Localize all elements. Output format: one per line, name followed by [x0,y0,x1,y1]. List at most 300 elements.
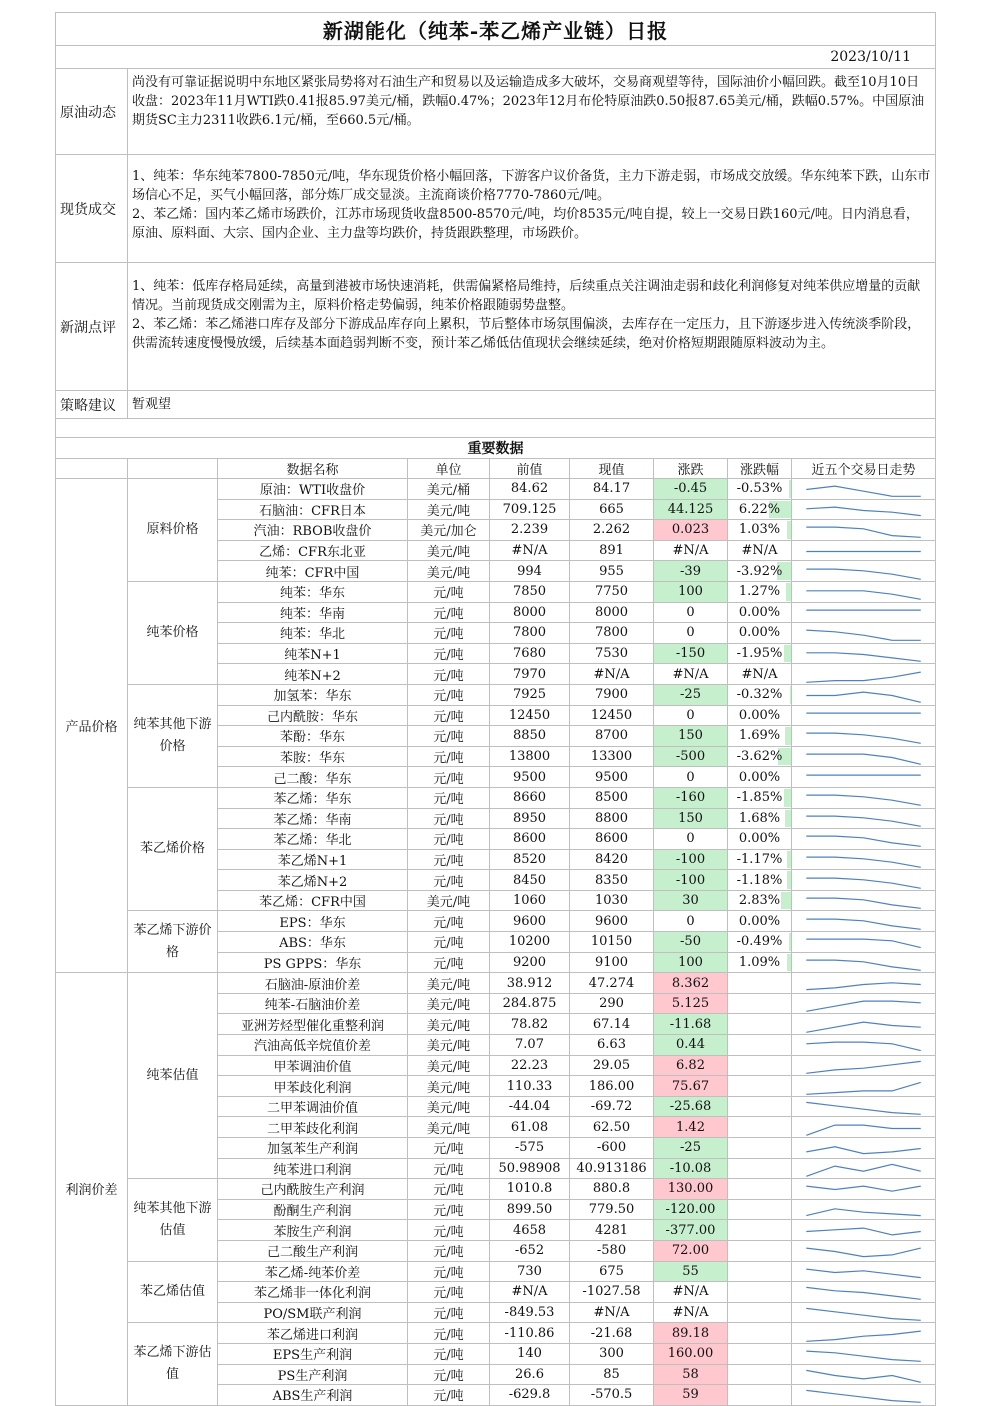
cell-name: 酚酮生产利润 [218,1199,408,1220]
trend-line [806,1147,920,1154]
group-label: 纯苯其他下游价格 [128,684,218,787]
trend-sparkline [792,1035,936,1056]
cell-cur: -580 [570,1240,654,1261]
cell-prev: 7925 [490,684,570,705]
cell-unit: 美元/桶 [408,479,490,500]
cell-change: -100 [654,870,728,891]
cell-prev: 50.98908 [490,1158,570,1179]
cell-change: 160.00 [654,1343,728,1364]
cell-unit: 美元/吨 [408,1014,490,1035]
header-pct: 涨跌幅 [728,459,792,479]
cell-prev: 84.62 [490,479,570,500]
trend-sparkline [792,870,936,891]
trend-line [806,1042,920,1051]
cell-change: -10.08 [654,1158,728,1179]
cell-prev: -44.04 [490,1096,570,1117]
cell-name: 乙烯：CFR东北亚 [218,540,408,561]
cell-change: 6.82 [654,1055,728,1076]
cell-cur: 7750 [570,581,654,602]
pct-text: 6.22% [738,501,781,517]
cell-unit: 元/吨 [408,849,490,870]
pct-text: 1.69% [738,728,781,744]
trend-line [806,1248,920,1257]
cell-prev: 61.08 [490,1117,570,1138]
cell-prev: 9500 [490,767,570,788]
cell-change-pct [728,1158,792,1179]
cell-change: 72.00 [654,1240,728,1261]
cell-unit: 元/吨 [408,829,490,850]
cell-cur: 67.14 [570,1014,654,1035]
pct-bar [787,851,791,869]
trend-sparkline [792,1385,936,1406]
cell-unit: 元/吨 [408,1302,490,1323]
trend-line [806,1228,920,1235]
cell-change: 130.00 [654,1179,728,1200]
cell-prev: 7.07 [490,1035,570,1056]
cell-cur: 9600 [570,911,654,932]
cell-change-pct [728,602,792,623]
cell-prev: 26.6 [490,1364,570,1385]
cell-change-pct [728,1282,792,1303]
category-price: 产品价格 [56,479,128,973]
pct-text: -0.53% [736,481,783,497]
cell-name: 纯苯：华东 [218,581,408,602]
cell-unit: 元/吨 [408,911,490,932]
cell-name: 加氢苯：华东 [218,684,408,705]
trend-line [806,1164,920,1176]
trend-line [806,878,920,888]
trend-line [806,672,920,682]
cell-change-pct [728,581,792,602]
cell-unit: 美元/吨 [408,993,490,1014]
data-header-row [56,459,936,479]
cell-name: 苯乙烯：CFR中国 [218,890,408,911]
cell-prev: -110.86 [490,1323,570,1344]
cell-prev: 2.239 [490,520,570,541]
cell-name: 苯酚：华东 [218,726,408,747]
cell-change: 59 [654,1385,728,1406]
cell-name: 苯乙烯N+1 [218,849,408,870]
cell-cur: 12450 [570,705,654,726]
report-title: 新湖能化（纯苯-苯乙烯产业链）日报 [56,13,936,46]
cell-change: -160 [654,787,728,808]
cell-change: -50 [654,932,728,953]
cell-prev: 8950 [490,808,570,829]
cell-change: -100 [654,849,728,870]
cell-unit: 美元/吨 [408,890,490,911]
trend-sparkline [792,540,936,561]
cell-change-pct [728,952,792,973]
cell-cur: 10150 [570,932,654,953]
header-chg: 涨跌 [654,459,728,479]
trend-sparkline [792,1138,936,1159]
cell-cur: -69.72 [570,1096,654,1117]
data-row [56,581,936,602]
pct-text: 0.00% [738,625,781,641]
trend-line [806,836,920,846]
cell-unit: 元/吨 [408,746,490,767]
cell-change-pct [728,1138,792,1159]
cell-prev: -849.53 [490,1302,570,1323]
cell-change-pct [728,1076,792,1097]
cell-prev: 12450 [490,705,570,726]
cell-name: PS GPPS：华东 [218,952,408,973]
cell-change-pct [728,1343,792,1364]
cell-change-pct [728,499,792,520]
cell-unit: 元/吨 [408,1158,490,1179]
cell-cur: 85 [570,1364,654,1385]
cell-name: 苯乙烯N+2 [218,870,408,891]
cell-prev: 994 [490,561,570,582]
daily-report-sheet [55,12,935,1406]
cell-change-pct [728,1117,792,1138]
cell-name: 甲苯歧化利润 [218,1076,408,1097]
cell-change: 75.67 [654,1076,728,1097]
trend-line [806,1061,920,1073]
section-label-crude: 原油动态 [56,69,128,155]
trend-line [806,754,920,764]
cell-change: #N/A [654,540,728,561]
cell-name: PS生产利润 [218,1364,408,1385]
spot-paragraph-benzene: 1、纯苯：华东纯苯7800-7850元/吨，华东现货价格小幅回落，下游客户议价备货，主力下游走弱，市场成交放缓。华东纯苯下跌，山东市场信心不足，买气小幅回落，部分炼厂成交显淡。主流商谈价格7770-7860元/吨。 [132,169,931,203]
cell-name: 己内酰胺：华东 [218,705,408,726]
trend-line [806,1370,920,1382]
cell-prev: 22.23 [490,1055,570,1076]
category-profit: 利润价差 [56,973,128,1405]
trend-line [806,795,920,805]
cell-name: 苯乙烯-纯苯价差 [218,1261,408,1282]
pct-text: 0.00% [738,707,781,723]
cell-cur: 1030 [570,890,654,911]
cell-name: 苯乙烯：华东 [218,787,408,808]
cell-unit: 美元/加仑 [408,520,490,541]
cell-change-pct [728,808,792,829]
trend-line [806,486,920,496]
cell-change: 8.362 [654,973,728,994]
data-row [56,479,936,500]
cell-name: 纯苯N+2 [218,664,408,685]
cell-change-pct [728,767,792,788]
cell-change-pct [728,1179,792,1200]
cell-cur: 13300 [570,746,654,767]
cell-cur: 62.50 [570,1117,654,1138]
spot-trading-text [128,155,936,263]
cell-change: -150 [654,643,728,664]
group-label: 苯乙烯下游估值 [128,1323,218,1405]
pct-text: 1.03% [738,522,781,538]
pct-text: 0.00% [738,831,781,847]
cell-unit: 美元/吨 [408,561,490,582]
cell-change-pct [728,787,792,808]
trend-sparkline [792,1076,936,1097]
trend-line [806,960,920,970]
cell-cur: 9100 [570,952,654,973]
trend-sparkline [792,602,936,623]
pct-text: -0.49% [736,934,783,950]
pct-bar [785,727,791,745]
trend-sparkline [792,479,936,500]
pct-bar [789,480,791,498]
trend-line [806,816,920,826]
cell-prev: 38.912 [490,973,570,994]
trend-sparkline [792,561,936,582]
cell-prev: #N/A [490,540,570,561]
pct-bar [789,933,791,951]
trend-line [806,1082,920,1094]
cell-change: 58 [654,1364,728,1385]
crude-oil-text: 尚没有可靠证据说明中东地区紧张局势将对石油生产和贸易以及运输造成多大破坏，交易商观望等待，国际油价小幅回跌。截至10月10日收盘：2023年11月WTI跌0.41报85.97美元/桶，跌幅0.47%；2023年12月布伦特原油跌0.50报87.65美元/桶，跌幅0.57%。中国原油期货SC主力2311收跌6.1元/桶，至660.5元/桶。 [128,69,936,155]
pct-text: 0.00% [738,604,781,620]
cell-unit: 元/吨 [408,1199,490,1220]
cell-cur: 4281 [570,1220,654,1241]
section-label-strategy: 策略建议 [56,391,128,419]
cell-cur: 29.05 [570,1055,654,1076]
cell-change-pct [728,849,792,870]
cell-cur: 300 [570,1343,654,1364]
cell-name: 纯苯：CFR中国 [218,561,408,582]
pct-text: -3.92% [736,563,783,579]
cell-unit: 元/吨 [408,870,490,891]
pct-text: -0.32% [736,687,783,703]
header-cur: 现值 [570,459,654,479]
cell-prev: 284.875 [490,993,570,1014]
cell-unit: 美元/吨 [408,1055,490,1076]
cell-cur: 6.63 [570,1035,654,1056]
group-label: 纯苯其他下游估值 [128,1179,218,1261]
cell-change-pct [728,973,792,994]
comment-text [128,263,936,391]
cell-prev: -575 [490,1138,570,1159]
cell-cur: 7800 [570,623,654,644]
trend-sparkline [792,520,936,541]
cell-cur: 8700 [570,726,654,747]
cell-cur: -600 [570,1138,654,1159]
cell-prev: -629.8 [490,1385,570,1406]
cell-change: 150 [654,808,728,829]
comment-paragraph-styrene: 2、苯乙烯：苯乙烯港口库存及部分下游成品库存向上累积，节后整体市场氛围偏淡，去库存在一定压力，且下游逐步进入传统淡季阶段，供需流转速度慢慢放缓，后续基本面趋弱判断不变，预计苯乙烯低估值现状会继续延续，绝对价格短期跟随原料波动为主。 [132,317,921,351]
trend-sparkline [792,1158,936,1179]
cell-change-pct [728,561,792,582]
trend-line [806,507,920,515]
cell-change-pct [728,932,792,953]
cell-name: 纯苯：华南 [218,602,408,623]
cell-change: 0 [654,705,728,726]
cell-change-pct [728,746,792,767]
pct-bar [784,789,791,807]
cell-name: 苯胺：华东 [218,746,408,767]
pct-text: -1.18% [736,872,783,888]
cell-cur: -1027.58 [570,1282,654,1303]
cell-change: -377.00 [654,1220,728,1241]
cell-cur: #N/A [570,1302,654,1323]
cell-cur: -570.5 [570,1385,654,1406]
cell-cur: 8420 [570,849,654,870]
cell-change: #N/A [654,1282,728,1303]
pct-text: -3.62% [736,749,783,765]
pct-text: 1.09% [738,954,781,970]
cell-unit: 元/吨 [408,643,490,664]
cell-cur: 186.00 [570,1076,654,1097]
trend-sparkline [792,1055,936,1076]
trend-sparkline [792,581,936,602]
cell-prev: 8850 [490,726,570,747]
cell-name: 原油：WTI收盘价 [218,479,408,500]
trend-line [806,734,920,744]
group-label: 纯苯估值 [128,973,218,1179]
trend-sparkline [792,643,936,664]
cell-name: 加氢苯生产利润 [218,1138,408,1159]
trend-line [806,569,920,579]
trend-sparkline [792,1261,936,1282]
cell-change-pct [728,1220,792,1241]
cell-change-pct [728,726,792,747]
cell-unit: 元/吨 [408,1179,490,1200]
cell-prev: 13800 [490,746,570,767]
cell-name: 石脑油-原油价差 [218,973,408,994]
cell-cur: 7900 [570,684,654,705]
cell-change-pct [728,684,792,705]
cell-name: EPS生产利润 [218,1343,408,1364]
cell-prev: 7800 [490,623,570,644]
cell-name: 己内酰胺生产利润 [218,1179,408,1200]
trend-line [806,1331,920,1341]
cell-change-pct [728,623,792,644]
trend-line [806,939,920,948]
data-row [56,684,936,705]
cell-unit: 元/吨 [408,1138,490,1159]
cell-change: 0.44 [654,1035,728,1056]
trend-line [806,653,920,662]
trend-sparkline [792,767,936,788]
pct-bar [787,521,791,539]
cell-change: 0.023 [654,520,728,541]
data-row [56,1179,936,1200]
trend-sparkline [792,1323,936,1344]
cell-prev: 9600 [490,911,570,932]
cell-prev: 110.33 [490,1076,570,1097]
cell-unit: 美元/吨 [408,499,490,520]
cell-change-pct [728,1055,792,1076]
cell-prev: -652 [490,1240,570,1261]
pct-text: -1.85% [736,790,783,806]
cell-change: 100 [654,952,728,973]
cell-prev: 8660 [490,787,570,808]
cell-name: 二甲苯调油价值 [218,1096,408,1117]
pct-bar [787,954,791,972]
cell-unit: 元/吨 [408,767,490,788]
header-name: 数据名称 [218,459,408,479]
pct-text: 1.27% [738,584,781,600]
group-label: 苯乙烯价格 [128,787,218,911]
cell-unit: 元/吨 [408,623,490,644]
cell-change-pct [728,643,792,664]
trend-line [806,857,920,867]
cell-prev: 10200 [490,932,570,953]
cell-change-pct [728,705,792,726]
cell-change: 30 [654,890,728,911]
spacer-row [56,419,936,438]
cell-prev: 8450 [490,870,570,891]
trend-sparkline [792,808,936,829]
trend-line [806,591,920,600]
pct-text: -1.17% [736,851,783,867]
cell-change: -11.68 [654,1014,728,1035]
header-spacer [128,459,218,479]
cell-name: 苯乙烯非一体化利润 [218,1282,408,1303]
cell-cur: 8350 [570,870,654,891]
strategy-text: 暂观望 [128,391,936,419]
pct-bar [781,892,791,910]
header-unit: 单位 [408,459,490,479]
cell-cur: 290 [570,993,654,1014]
cell-unit: 元/吨 [408,1343,490,1364]
trend-line [806,1125,920,1135]
data-row [56,911,936,932]
cell-change: -0.45 [654,479,728,500]
cell-change: -25 [654,1138,728,1159]
cell-cur: 880.8 [570,1179,654,1200]
cell-change-pct [728,870,792,891]
trend-line [806,1001,920,1011]
cell-change-pct [728,1096,792,1117]
cell-cur: 8000 [570,602,654,623]
cell-name: 苯乙烯进口利润 [218,1323,408,1344]
group-label: 苯乙烯估值 [128,1261,218,1323]
cell-prev: 78.82 [490,1014,570,1035]
cell-change-pct [728,1240,792,1261]
trend-line [806,982,920,989]
pct-bar [790,686,791,704]
cell-name: 纯苯：华北 [218,623,408,644]
trend-line [806,1209,920,1216]
cell-unit: 美元/吨 [408,1035,490,1056]
cell-prev: 8600 [490,829,570,850]
cell-change: -25 [654,684,728,705]
cell-change: 89.18 [654,1323,728,1344]
trend-line [806,1391,920,1403]
cell-name: 纯苯-石脑油价差 [218,993,408,1014]
cell-change-pct [728,1199,792,1220]
pct-bar [784,645,791,663]
cell-unit: 元/吨 [408,705,490,726]
cell-name: ABS生产利润 [218,1385,408,1406]
trend-sparkline [792,1364,936,1385]
cell-cur: 2.262 [570,520,654,541]
pct-text: #N/A [741,666,778,682]
cell-change: 0 [654,829,728,850]
cell-cur: 891 [570,540,654,561]
cell-cur: 955 [570,561,654,582]
trend-sparkline [792,973,936,994]
cell-prev: 9200 [490,952,570,973]
cell-change-pct [728,1035,792,1056]
group-label: 苯乙烯下游价格 [128,911,218,973]
cell-unit: 元/吨 [408,726,490,747]
cell-cur: 40.913186 [570,1158,654,1179]
trend-sparkline [792,1014,936,1035]
section-label-comment: 新湖点评 [56,263,128,391]
section-label-spot: 现货成交 [56,155,128,263]
cell-prev: 730 [490,1261,570,1282]
trend-sparkline [792,1343,936,1364]
trend-sparkline [792,1199,936,1220]
cell-change: 44.125 [654,499,728,520]
cell-name: 纯苯进口利润 [218,1158,408,1179]
cell-change-pct [728,1364,792,1385]
cell-prev: #N/A [490,1282,570,1303]
cell-unit: 美元/吨 [408,1096,490,1117]
cell-unit: 美元/吨 [408,1076,490,1097]
